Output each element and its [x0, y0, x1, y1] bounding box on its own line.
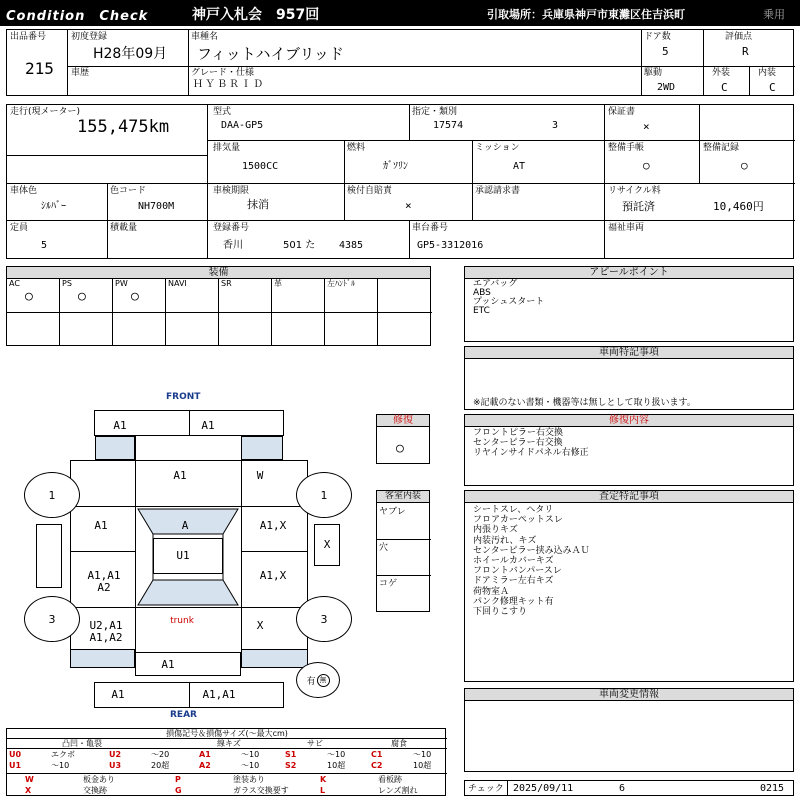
inspector-note: パンク修理キット有: [473, 596, 554, 607]
legend-size: ～10: [327, 750, 346, 759]
vehicle-class: 乗用: [763, 8, 785, 21]
legend-size: 10超: [413, 761, 432, 770]
car-diagram: [20, 386, 365, 726]
maint-book: ○: [643, 159, 650, 172]
fuel-label: 燃料: [347, 143, 366, 153]
legend-size: エクボ: [51, 750, 75, 759]
capacity-label: 定員: [10, 223, 29, 233]
equipment-col: [7, 279, 60, 346]
equipment-value: ○: [25, 289, 33, 304]
legend-group-dent: 凸凹・亀裂: [62, 739, 102, 748]
wheel-front-right: 1: [296, 472, 352, 518]
check-bar: [464, 780, 794, 796]
interior-state-title: 客室内装: [377, 491, 429, 503]
rear-left-bumper: A1: [111, 688, 125, 701]
doors-label: ドア数: [644, 32, 671, 42]
appeal-item: プッシュスタート: [473, 297, 545, 307]
legend-size: ～10: [241, 761, 260, 770]
legend-code: S2: [285, 761, 297, 770]
right-rear-door: A1,X: [259, 569, 287, 582]
warranty-label: 保証書: [608, 107, 636, 117]
legend-mark-desc: レンズ割れ: [378, 786, 418, 795]
repair-details: [464, 414, 794, 486]
equipment-label: PW: [115, 279, 128, 288]
equipment-col: [60, 279, 113, 346]
interior-item-hole: 穴: [379, 543, 389, 553]
appeal-points: [464, 266, 794, 342]
legend-code: U1: [9, 761, 22, 770]
first-reg-label: 初度登録: [71, 32, 108, 42]
score-label: 評価点: [725, 32, 753, 42]
drive: 2WD: [657, 82, 676, 93]
equipment-label: NAVI: [168, 279, 187, 288]
legend-size: 10超: [327, 761, 346, 770]
repair-item: フロントピラー右交換: [473, 428, 564, 438]
left-rear-quarter: U2,A1 A1,A2: [89, 619, 123, 644]
color-label: 車体色: [10, 186, 38, 196]
maint-record: ○: [741, 159, 748, 172]
legend-code: C2: [371, 761, 383, 770]
designation-number: 17574: [433, 120, 464, 131]
trunk-label: trunk: [170, 616, 194, 626]
wheel-rear-left: 3: [24, 596, 80, 642]
legend-size: ～10: [413, 750, 432, 759]
inspector-note: 内張りキズ: [473, 525, 518, 536]
category-number: 3: [552, 120, 559, 131]
legend-code: U3: [109, 761, 122, 770]
inspector-note: センターピラー挟み込みＡＵ: [473, 545, 590, 556]
left-mirror: [36, 524, 62, 588]
recycle-fee: 10,460円: [713, 200, 764, 213]
special-note: ※記載のない書類・機器等は無しとして取り扱います。: [473, 398, 696, 408]
appeal-item: ETC: [473, 306, 490, 316]
rear-lower: A1: [161, 658, 175, 671]
mission-label: ミッション: [475, 143, 520, 153]
color-code: NH700M: [138, 201, 175, 212]
repair-item: リヤインサイドパネル右修正: [473, 448, 589, 458]
appeal-item: エアバッグ: [473, 279, 518, 289]
fuel: ｶﾞｿﾘﾝ: [383, 161, 408, 172]
mileage-label: 走行(現メーター): [10, 107, 81, 117]
equipment-col: [325, 279, 378, 346]
name-label: 車種名: [191, 32, 219, 42]
lot-number: 215: [25, 59, 54, 78]
legend-group-corrosion: 腐食: [391, 739, 407, 748]
wheel-front-left: 1: [24, 472, 80, 518]
equipment-label: PS: [62, 279, 72, 288]
roof: A: [181, 519, 189, 532]
legend-code: U0: [9, 750, 22, 759]
interior-item-burn: コゲ: [379, 579, 398, 589]
legend-code: U2: [109, 750, 122, 759]
front-label: FRONT: [166, 392, 201, 402]
inspection-label: 車検期限: [213, 186, 250, 196]
displacement-label: 排気量: [213, 143, 241, 153]
equipment-label: 左ﾊﾝﾄﾞﾙ: [327, 279, 355, 288]
equipment-title: 装備: [7, 267, 430, 279]
mission: AT: [513, 161, 526, 172]
wheel-rear-right: 3: [296, 596, 352, 642]
legend-mark-desc: ガラス交換要す: [233, 786, 289, 795]
special-title: 車両特記事項: [465, 347, 793, 359]
legend-size: ～20: [151, 750, 170, 759]
inspector-note: 下回りこすり: [473, 607, 528, 618]
legend-code: C1: [371, 750, 383, 759]
legend-group-rust: サビ: [307, 739, 323, 748]
equipment-table: [6, 266, 431, 346]
displacement: 1500CC: [242, 161, 279, 172]
recycle-label: リサイクル料: [608, 186, 661, 196]
equipment-col: [166, 279, 219, 346]
capacity: 5: [41, 240, 48, 251]
interior-state-box: [376, 490, 430, 612]
right-front-door: A1,X: [259, 519, 287, 532]
equipment-col: [272, 279, 325, 346]
inspector-notes: [464, 490, 794, 682]
check-label: チェック: [468, 784, 504, 794]
vehicle-info-table: [6, 29, 794, 96]
repair-box: [376, 414, 430, 464]
self-check-label: 検付自賠責: [347, 186, 393, 196]
inspector-note: ドアミラー左右キズ: [473, 576, 554, 587]
vehicle-changes: [464, 688, 794, 772]
legend-mark-code: P: [175, 775, 181, 784]
equipment-value: ○: [131, 289, 139, 304]
repair-detail-title: 修復内容: [465, 415, 793, 427]
legend-size: ～10: [51, 761, 70, 770]
legend-mark-code: G: [175, 786, 182, 795]
check-date: 2025/09/11: [513, 783, 574, 794]
changes-title: 車両変更情報: [465, 689, 793, 701]
doors: 5: [662, 45, 669, 58]
check-num: 6: [619, 783, 626, 794]
mileage: 155,475km: [77, 117, 170, 137]
grade: ＨＹＢＲＩＤ: [193, 79, 265, 90]
interior-item-tear: ヤブレ: [379, 507, 406, 517]
rear-label: REAR: [170, 710, 197, 720]
front-right-bumper: A1: [201, 419, 215, 432]
cabin: U1: [176, 549, 190, 562]
repair-title: 修復: [377, 415, 429, 427]
self-check: ×: [405, 199, 412, 212]
history-label: 車歴: [71, 68, 90, 78]
equipment-col: [113, 279, 166, 346]
designation-label: 指定・類別: [412, 107, 458, 117]
check-code: 0215: [760, 783, 785, 794]
right-mirror: X: [323, 538, 331, 551]
reg-area: 香川: [223, 240, 243, 251]
legend-group-scratch: 線キズ: [217, 739, 241, 748]
inspector-title: 査定特記事項: [465, 491, 793, 503]
warranty: ×: [643, 120, 650, 133]
inspector-note: フロントバンパースレ: [473, 566, 562, 577]
inspector-note: ホイールカバーキズ: [473, 556, 554, 567]
interior-grade: C: [769, 81, 776, 94]
lot-label: 出品番号: [10, 32, 47, 42]
legend-mark-code: X: [25, 786, 32, 795]
model-code: DAA-GP5: [221, 120, 264, 131]
spec-table: [6, 104, 794, 259]
special-notes: [464, 346, 794, 410]
legend-mark-desc: 塗装あり: [233, 775, 265, 784]
body-color: ｼﾙﾊﾞｰ: [41, 201, 66, 212]
legend-mark-desc: 交換跡: [83, 786, 107, 795]
auction-name: 神戸入札会 957回: [192, 7, 320, 23]
spare-mark: 無: [317, 674, 330, 687]
score: R: [742, 45, 749, 58]
equipment-label: AC: [9, 279, 20, 288]
legend-code: S1: [285, 750, 297, 759]
equipment-value: ○: [78, 289, 86, 304]
reg-no-label: 登録番号: [213, 223, 250, 233]
legend-code: A2: [199, 761, 211, 770]
legend-mark-desc: 看板跡: [378, 775, 402, 784]
legend-size: 20超: [151, 761, 170, 770]
inspector-note: フロアカーペットスレ: [473, 515, 563, 526]
chassis-label: 車台番号: [412, 223, 449, 233]
approval-label: 承認請求書: [475, 186, 521, 196]
legend-mark-code: W: [25, 775, 34, 784]
vehicle-name: フィットハイブリッド: [197, 45, 344, 63]
inspector-note: シートスレ、ヘタリ: [473, 505, 554, 515]
legend-size: ～10: [241, 750, 260, 759]
condition-check-title: Condition Check: [6, 9, 149, 24]
interior-label: 内装: [758, 68, 777, 78]
hood: A1: [173, 469, 187, 482]
legend-mark-code: L: [320, 786, 326, 795]
legend-code: A1: [199, 750, 211, 759]
repair-item: センターピラー右交換: [473, 438, 563, 448]
spare-tire: [296, 662, 340, 698]
first-registration: H28年09月: [93, 46, 168, 62]
maint-book-label: 整備手帳: [608, 143, 645, 153]
legend-mark-desc: 板金あり: [83, 775, 115, 784]
inspector-note: 荷物室Ａ: [473, 586, 510, 597]
exterior-grade: C: [721, 81, 728, 94]
drive-label: 駆動: [644, 68, 663, 78]
grade-label: グレード・仕様: [191, 68, 255, 78]
pickup-location: 引取場所：兵庫県神戸市東灘区住吉浜町: [487, 8, 685, 21]
exterior-label: 外装: [712, 68, 731, 78]
chassis-number: GP5-3312016: [417, 240, 484, 251]
welfare-label: 福祉車両: [608, 223, 645, 233]
header-bar: [0, 0, 800, 26]
appeal-item: ABS: [473, 288, 491, 298]
color-code-label: 色コード: [110, 186, 147, 196]
repair-value: ○: [396, 441, 404, 456]
legend-title: 損傷記号＆損傷サイズ(～最大cm): [7, 729, 447, 739]
left-rear-door: A1,A1 A2: [87, 569, 121, 594]
appeal-title: アピールポイント: [465, 267, 793, 279]
front-left-bumper: A1: [113, 419, 127, 432]
equipment-col: [219, 279, 272, 346]
rear-right-bumper: A1,A1: [202, 688, 236, 701]
reg-class: 501 た: [283, 240, 316, 251]
left-front-door: A1: [94, 519, 108, 532]
model-label: 型式: [213, 107, 232, 117]
hood-right: W: [256, 469, 264, 482]
damage-legend: [6, 728, 446, 796]
legend-mark-code: K: [320, 775, 327, 784]
right-rear-quarter: X: [256, 619, 264, 632]
maint-record-label: 整備記録: [703, 143, 740, 153]
reg-number: 4385: [339, 240, 364, 251]
load-label: 積載量: [110, 223, 138, 233]
equipment-label: 革: [274, 279, 282, 288]
spare-label: 有: [306, 676, 316, 687]
inspection: 抹消: [247, 198, 269, 211]
inspector-note: 内装汚れ、キズ: [473, 535, 537, 546]
recycle-status: 預託済: [622, 200, 655, 213]
equipment-label: SR: [221, 279, 232, 288]
